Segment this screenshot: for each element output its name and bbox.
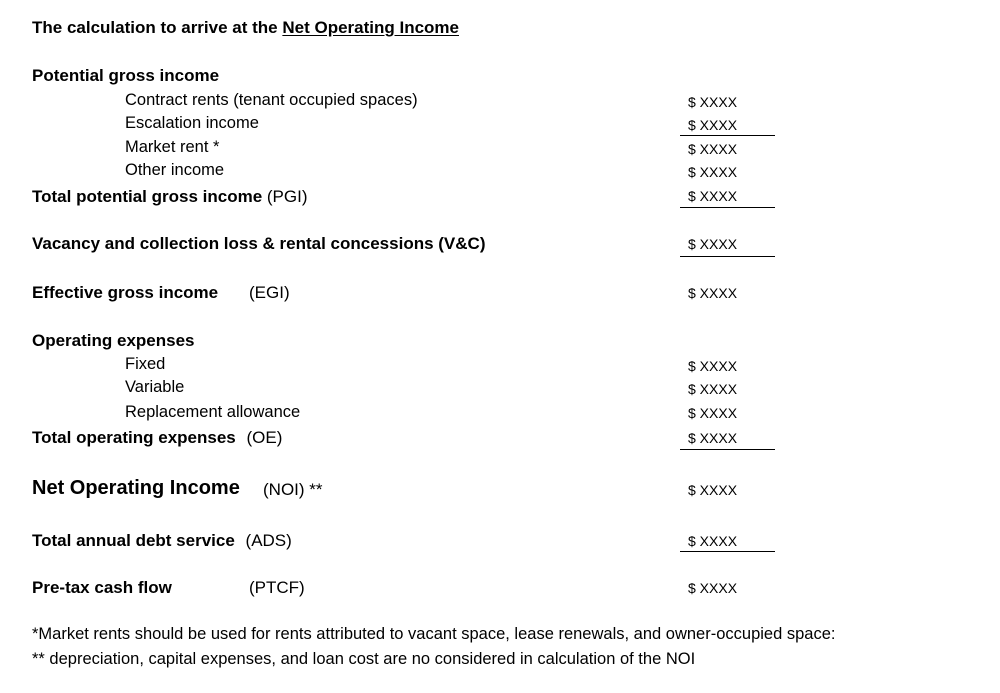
ads-value: $ XXXX — [688, 533, 738, 549]
ads-abbr: (ADS) — [245, 531, 292, 550]
vc-value: $ XXXX — [688, 236, 738, 252]
pgi-item-label: Escalation income — [125, 114, 259, 132]
opex-total-label: Total operating expenses — [32, 428, 236, 447]
opex-item-label: Variable — [125, 378, 185, 396]
footnote: ** depreciation, capital expenses, and loan cost are no considered in calculation of the NOI — [32, 650, 696, 668]
pgi-total-label: Total potential gross income — [32, 187, 263, 206]
pgi-item-value: $ XXXX — [688, 141, 738, 157]
pgi-item-value: $ XXXX — [688, 164, 738, 180]
title-prefix: The calculation to arrive at the — [32, 18, 278, 37]
opex-item-label: Fixed — [125, 355, 166, 373]
pgi-item-label: Contract rents (tenant occupied spaces) — [125, 91, 418, 109]
ads-row — [32, 531, 292, 551]
opex-heading: Operating expenses — [32, 331, 195, 350]
page-title — [32, 18, 459, 38]
total-rule — [680, 256, 775, 257]
egi-abbr: (EGI) — [249, 283, 290, 302]
pgi-total-abbr: (PGI) — [266, 187, 308, 206]
opex-item-label: Replacement allowance — [125, 403, 301, 421]
footnote: *Market rents should be used for rents attributed to vacant space, lease renewals, and owner-occupied space: — [32, 625, 836, 643]
pgi-item-value: $ XXXX — [688, 117, 738, 133]
opex-total-value: $ XXXX — [688, 430, 738, 446]
pgi-heading: Potential gross income — [32, 66, 220, 85]
egi-value: $ XXXX — [688, 285, 738, 301]
opex-item-value: $ XXXX — [688, 358, 738, 374]
pgi-total-row — [32, 187, 308, 207]
vc-label: Vacancy and collection loss & rental concessions (V&C) — [32, 234, 486, 253]
pgi-total-value: $ XXXX — [688, 188, 738, 204]
ads-label: Total annual debt service — [32, 531, 235, 550]
pgi-item-label: Market rent * — [125, 138, 220, 156]
noi-label: Net Operating Income — [32, 477, 240, 499]
noi-value: $ XXXX — [688, 482, 738, 498]
opex-total-abbr: (OE) — [246, 428, 283, 447]
ptcf-label: Pre-tax cash flow — [32, 578, 172, 597]
opex-item-value: $ XXXX — [688, 405, 738, 421]
pgi-item-value: $ XXXX — [688, 94, 738, 110]
ptcf-value: $ XXXX — [688, 580, 738, 596]
egi-label: Effective gross income — [32, 283, 219, 302]
ptcf-abbr: (PTCF) — [249, 578, 305, 597]
opex-total-row — [32, 428, 282, 448]
title-emphasis: Net Operating Income — [282, 18, 459, 37]
total-rule — [680, 449, 775, 450]
total-rule — [680, 551, 775, 552]
total-rule — [680, 207, 775, 208]
noi-abbr: (NOI) ** — [263, 480, 323, 499]
pgi-item-label: Other income — [125, 161, 225, 179]
subtotal-rule — [680, 135, 775, 136]
opex-item-value: $ XXXX — [688, 381, 738, 397]
